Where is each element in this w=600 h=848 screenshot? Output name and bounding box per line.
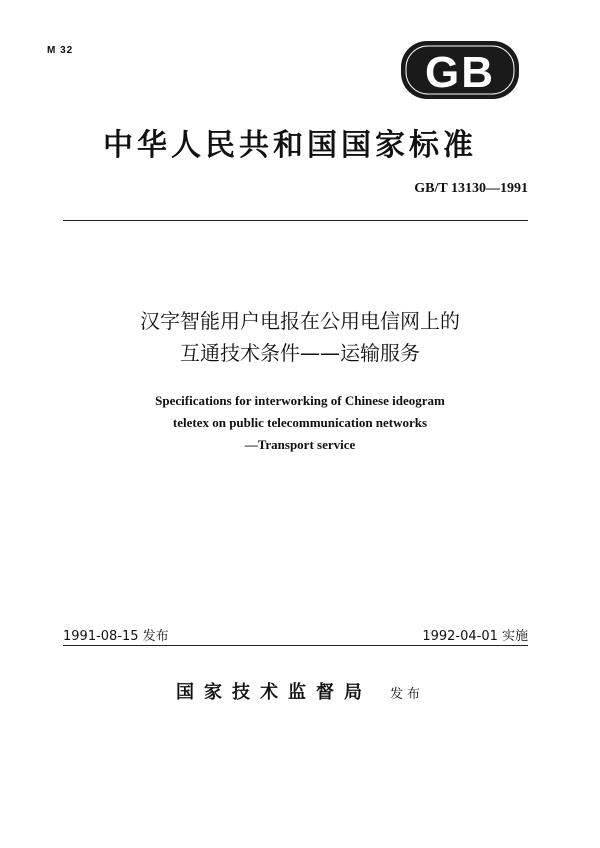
- chinese-title: [0, 305, 600, 369]
- top-divider: [63, 220, 528, 221]
- issue-word: 发布: [389, 687, 424, 702]
- english-title-line-2: teletex on public telecommunication networks: [172, 415, 428, 430]
- english-title: [0, 390, 600, 456]
- bottom-divider: [63, 645, 528, 646]
- chinese-title-line-2: 互通技术条件——运输服务: [180, 341, 420, 365]
- english-title-line-1: Specifications for interworking of Chinese ideogram: [155, 393, 445, 408]
- standard-title: 中华人民共和国国家标准: [103, 128, 477, 163]
- english-title-line-3: —Transport service: [244, 437, 356, 452]
- gb-logo-text: GB: [425, 48, 495, 97]
- classification-code: M 32: [47, 45, 74, 56]
- gb-logo: [400, 40, 520, 100]
- chinese-title-line-1: 汉字智能用户电报在公用电信网上的: [140, 309, 460, 333]
- issuer-line: [0, 678, 600, 704]
- implementation-date: 1992-04-01 实施: [422, 629, 528, 644]
- issuing-authority: 国家技术监督局: [175, 682, 372, 703]
- standard-number: GB/T 13130—1991: [414, 181, 528, 196]
- issue-date: 1991-08-15 发布: [63, 629, 169, 644]
